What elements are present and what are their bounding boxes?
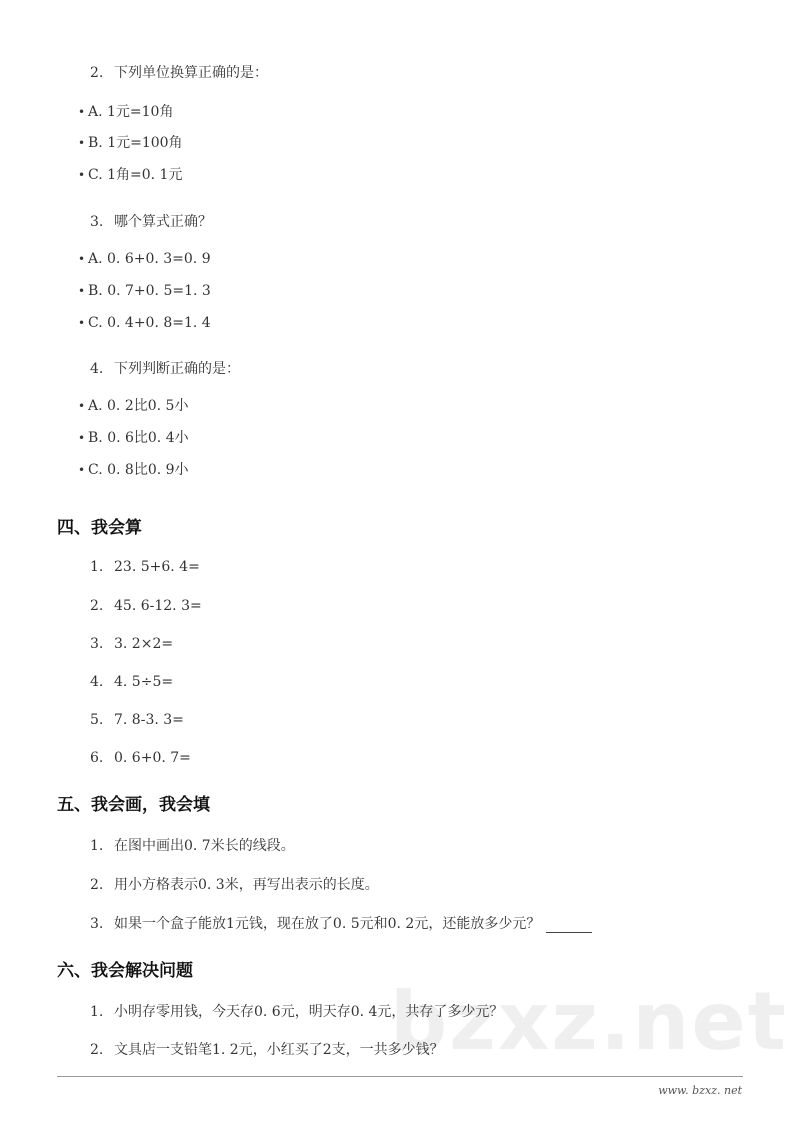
item-number: 1.	[90, 559, 104, 575]
item-text: 文具店一支铅笔1. 2元，小红买了2支，一共多少钱？	[114, 1042, 444, 1058]
option-text: B. 0. 6比0. 4小	[88, 430, 189, 446]
item-number: 4.	[90, 674, 104, 690]
list-item	[90, 837, 295, 855]
item-number: 1.	[90, 838, 104, 854]
question-number: 3.	[90, 214, 104, 230]
item-text: 7. 8-3. 3=	[114, 712, 184, 728]
bullet-icon: •	[78, 463, 86, 477]
option-item	[78, 314, 211, 332]
list-item	[90, 1003, 503, 1021]
item-text: 如果一个盒子能放1元钱，现在放了0. 5元和0. 2元，还能放多少元？	[114, 916, 541, 932]
option-item	[78, 282, 211, 300]
item-number: 1.	[90, 1004, 104, 1020]
option-text: C. 1角=0. 1元	[88, 167, 183, 183]
footer-url: www. bzxz. net	[658, 1084, 742, 1097]
option-item	[78, 166, 182, 184]
bullet-icon: •	[78, 136, 86, 150]
bullet-icon: •	[78, 252, 86, 266]
section-4-heading: 四、我会算	[57, 518, 142, 538]
item-number: 3.	[90, 636, 104, 652]
item-number: 2.	[90, 1042, 104, 1058]
question-3	[90, 213, 212, 231]
option-text: A. 0. 2比0. 5小	[88, 398, 189, 414]
item-text: 0. 6+0. 7=	[114, 750, 191, 766]
footer-divider	[57, 1076, 743, 1077]
option-text: C. 0. 8比0. 9小	[88, 462, 189, 478]
list-item	[90, 673, 173, 691]
option-text: C. 0. 4+0. 8=1. 4	[88, 315, 211, 331]
item-number: 6.	[90, 750, 104, 766]
item-number: 5.	[90, 712, 104, 728]
section-6-heading: 六、我会解决问题	[57, 961, 193, 981]
item-number: 2.	[90, 877, 104, 893]
option-item	[78, 429, 189, 447]
list-item	[90, 1041, 444, 1059]
bullet-icon: •	[78, 105, 86, 119]
option-text: A. 0. 6+0. 3=0. 9	[88, 251, 211, 267]
option-text: B. 1元=100角	[88, 135, 183, 151]
bullet-icon: •	[78, 316, 86, 330]
list-item	[90, 597, 202, 615]
question-number: 2.	[90, 65, 104, 81]
item-text: 小明存零用钱，今天存0. 6元，明天存0. 4元，共存了多少元？	[114, 1004, 504, 1020]
question-4	[90, 360, 240, 378]
item-text: 23. 5+6. 4=	[114, 559, 200, 575]
option-item	[78, 103, 173, 121]
question-number: 4.	[90, 361, 104, 377]
answer-blank[interactable]	[546, 918, 592, 933]
bullet-icon: •	[78, 431, 86, 445]
watermark: bzxz.net	[390, 975, 788, 1068]
question-text: 下列判断正确的是：	[114, 361, 240, 377]
section-5-heading: 五、我会画，我会填	[57, 795, 210, 815]
option-item	[78, 250, 211, 268]
item-number: 2.	[90, 598, 104, 614]
option-item	[78, 397, 188, 415]
option-text: A. 1元=10角	[88, 104, 174, 120]
list-item	[90, 749, 191, 767]
item-text: 用小方格表示0. 3米，再写出表示的长度。	[114, 877, 379, 893]
list-item	[90, 915, 592, 933]
item-number: 3.	[90, 916, 104, 932]
item-text: 45. 6-12. 3=	[114, 598, 202, 614]
option-item	[78, 134, 183, 152]
option-text: B. 0. 7+0. 5=1. 3	[88, 283, 211, 299]
question-2	[90, 64, 268, 82]
bullet-icon: •	[78, 399, 86, 413]
question-text: 下列单位换算正确的是：	[114, 65, 268, 81]
bullet-icon: •	[78, 284, 86, 298]
question-text: 哪个算式正确？	[114, 214, 212, 230]
item-text: 4. 5÷5=	[114, 674, 174, 690]
list-item	[90, 711, 184, 729]
list-item	[90, 876, 379, 894]
item-text: 3. 2×2=	[114, 636, 174, 652]
bullet-icon: •	[78, 168, 86, 182]
list-item	[90, 558, 200, 576]
list-item	[90, 635, 173, 653]
item-text: 在图中画出0. 7米长的线段。	[114, 838, 295, 854]
option-item	[78, 461, 189, 479]
